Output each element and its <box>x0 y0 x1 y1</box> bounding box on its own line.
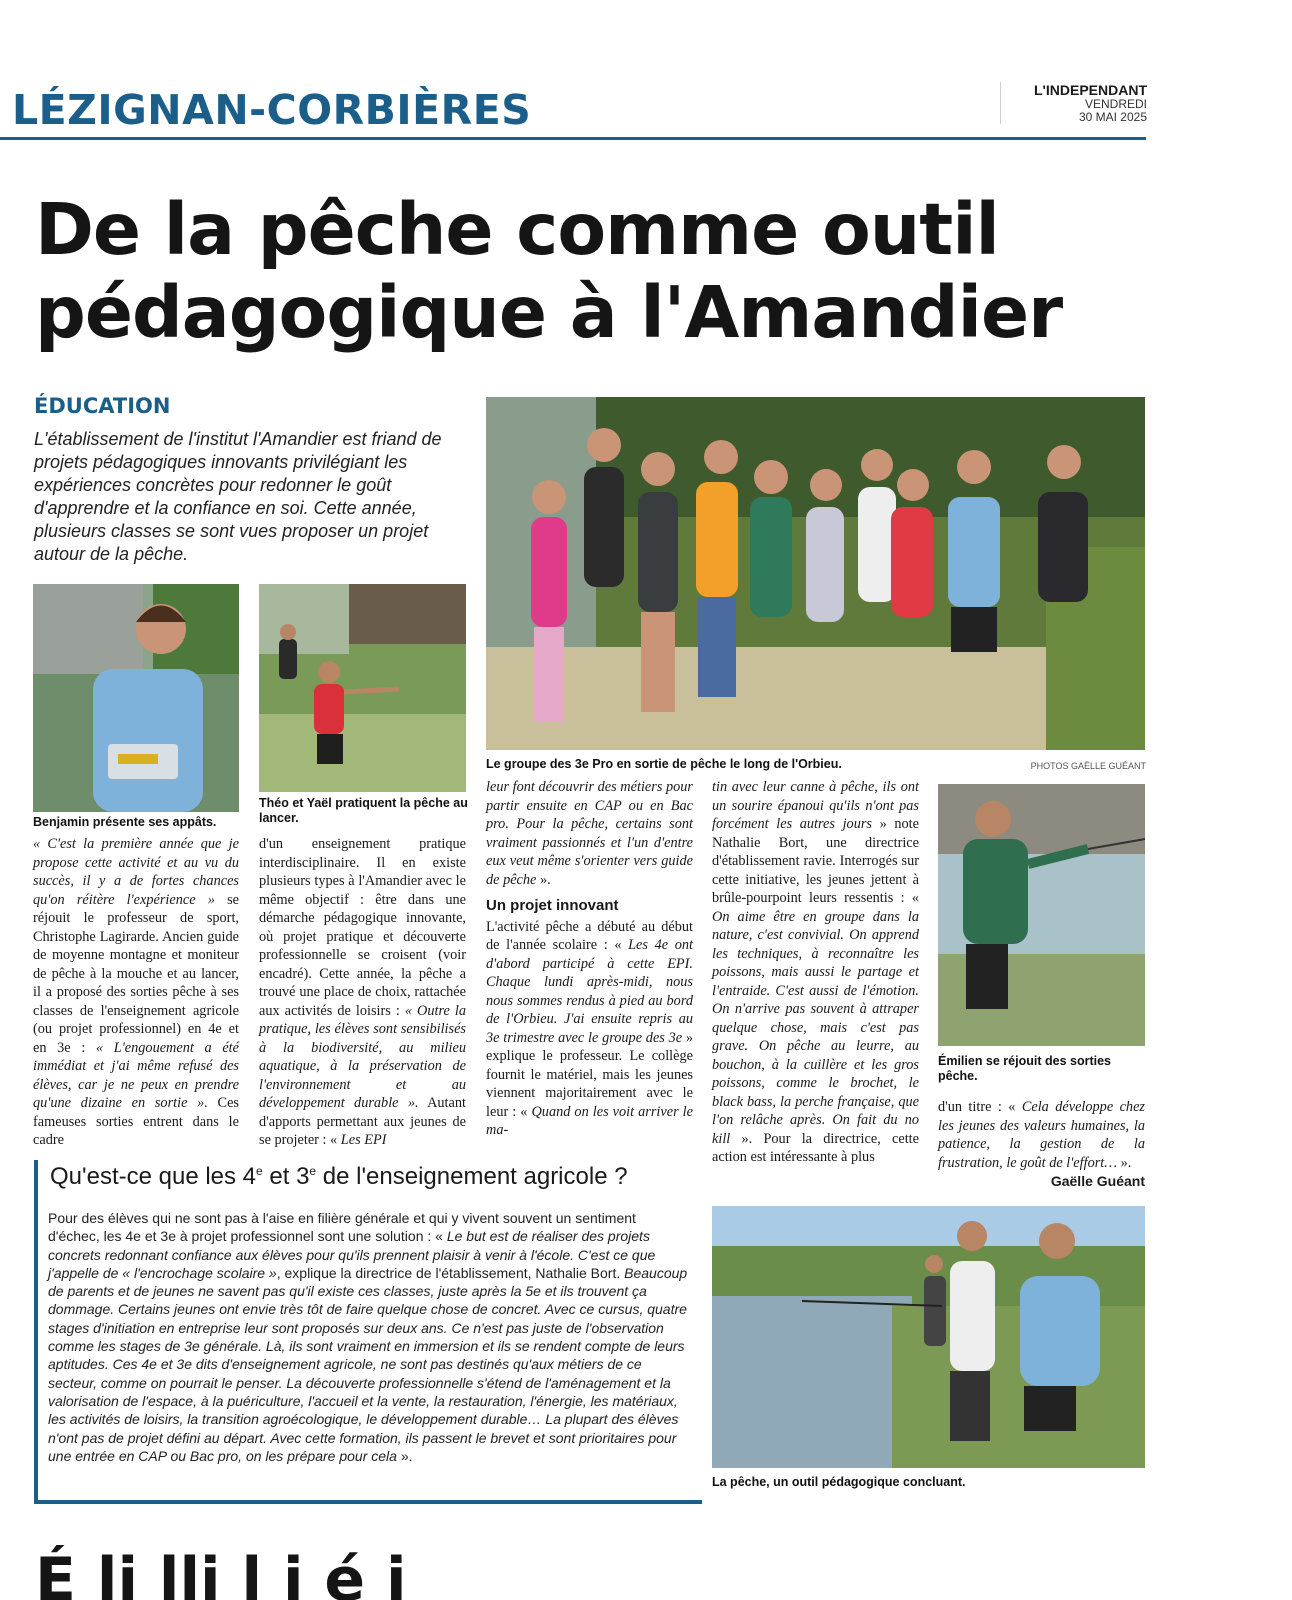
section-title: LÉZIGNAN-CORBIÈRES <box>12 86 532 134</box>
col4-text-2: ». Pour la directrice, cette action est intéressante à plus <box>712 1130 919 1165</box>
benjamin-photo-illustration <box>33 584 239 812</box>
theo-yael-caption: Théo et Yaël pratiquent la pêche au lancer. <box>259 796 468 825</box>
bottom-photo-caption: La pêche, un outil pédagogique concluant. <box>712 1475 966 1489</box>
group-photo <box>486 397 1145 750</box>
article-column-1 <box>33 835 239 1150</box>
col3-quote-2: Les 4e ont d'abord participé à cette EPI. Chaque lundi après-midi, nous nous sommes rendus à pied au bord de l'Orbieu. J'ai ensuite repris au 3e trimestre avec le groupe des 3e <box>486 937 693 1046</box>
next-article-headline: É li lli l i é i <box>35 1545 407 1600</box>
col1-quote-2: « L'engouement a été immédiat et j'ai même refusé des élèves, car je ne peux en prendre qu'une dizaine en sortie ». <box>33 1039 239 1111</box>
col3-quote-3: Quand on les voit arriver le ma- <box>486 1103 694 1138</box>
bottom-photo-illustration <box>712 1206 1145 1468</box>
col2-quote-2: Les EPI <box>340 1132 387 1148</box>
col5-quote-1: Cela développe chez les jeunes des valeurs humaines, la patience, la gestion de la frustration, le goût de l'effort… <box>938 1099 1145 1171</box>
article-column-3 <box>486 778 693 1140</box>
article-headline <box>35 188 1135 354</box>
publication-weekday: VENDREDI <box>1084 97 1147 111</box>
box-title-part-b: et 3 <box>262 1163 310 1190</box>
box-text-1: Pour des élèves qui ne sont pas à l'aise en filière générale et qui y vivent souvent un sentiment d'échec, les 4e et 3e à projet professionnel sont une solution : « <box>48 1210 636 1245</box>
box-text-2: , explique la directrice de l'établissement, Nathalie Bort. <box>276 1264 625 1281</box>
group-photo-illustration <box>486 397 1145 750</box>
col3-text-1: ». <box>536 871 551 888</box>
masthead <box>1000 82 1147 124</box>
group-photo-caption: Le groupe des 3e Pro en sortie de pêche le long de l'Orbieu. <box>486 757 842 771</box>
box-title-sup-1: e <box>256 1164 263 1178</box>
article-column-4 <box>712 778 919 1167</box>
headline-line-2: pédagogique à l'Amandier <box>35 271 1063 354</box>
article-author: Gaëlle Guéant <box>1050 1173 1145 1189</box>
emilien-caption: Émilien se réjouit des sorties pêche. <box>938 1054 1111 1083</box>
emilien-photo <box>938 784 1145 1046</box>
col3-quote-1: leur font découvrir des métiers pour partir ensuite en CAP ou en Bac pro. Pour la pêche, certains sont vraiment passionnés et l'un d'entre eux veut même s'orienter vers guide de pêche <box>486 779 693 888</box>
article-lead: L'établissement de l'institut l'Amandier est friand de projets pédagogiques innovants privilégiant les expériences concrètes pour redonner le goût d'apprendre et la confiance en soi. Cette année, plusieurs classes se sont vues proposer un projet autour de la pêche. <box>34 429 442 564</box>
col5-text-2: ». <box>1117 1154 1132 1171</box>
article-kicker: ÉDUCATION <box>34 394 171 418</box>
benjamin-caption: Benjamin présente ses appâts. <box>33 815 217 829</box>
article-column-5 <box>938 1098 1145 1191</box>
box-quote-2: Beaucoup de parents et de jeunes ne savent pas qu'il existe ces classes, juste après la 5e et ils trouvent ça dommage. Certains jeunes ont envie très tôt de faire quelque chose de concret. Avec ce cursus, quatre stages d'initiation en entreprise leur sont proposés sur deux ans. Ce n'est pas juste de l'observation comme les stages de 3e générale. Là, ils sont vraiment en immersion et ils se rendent compte de leurs aptitudes. Ces 4e et 3e dits d'enseignement agricole, ne sont pas destinés qu'aux métiers de ce secteur, comme on pourrait le penser. La découverte professionnelle s'étend de l'aménagement et la valorisation de l'espace, à la puériculture, l'accueil et la vente, la restauration, l'énergie, les matériaux, les activités de loisirs, la transition agroécologique, le développement durable… La plupart des élèves n'ont pas de projet défini au départ. Avec cette formation, ils passent le brevet et sont prioritaires pour une entrée en CAP ou Bac pro, on les prépare pour cela <box>48 1264 688 1464</box>
sidebar-box-title <box>50 1163 628 1191</box>
col3-text-3: » explique le professeur. Le collège fournit le matériel, mais les jeunes viennent majoritairement avec le leur : « <box>486 1029 693 1120</box>
theo-yael-photo <box>259 584 466 792</box>
col1-quote-1: « C'est la première année que je propose cette activité et au vu du succès, il y a de fortes chances qu'on réitère l'expérience » <box>33 836 239 908</box>
col2-text-2: Autant d'apports permettant aux jeunes de se projeter : « <box>259 1095 466 1148</box>
col3-text-2: L'activité pêche a débuté au début de l'année scolaire : « <box>486 918 693 953</box>
col5-text-1: d'un titre : « <box>938 1099 1022 1115</box>
article-column-2 <box>259 835 466 1150</box>
col2-text-1: d'un enseignement pratique interdisciplinaire. Il en existe plusieurs types à l'Amandier avec le même objectif : être dans une démarche pédagogique innovante, où projet pratique et découverte professionnelle se croisent (voir encadré). Cette année, la pêche a trouvé une place de choix, rattachée aux activités de loisirs : <box>259 836 466 1019</box>
publication-date: 30 MAI 2025 <box>1078 110 1147 124</box>
emilien-photo-illustration <box>938 784 1145 1046</box>
col4-quote-1: tin avec leur canne à pêche, ils ont un sourire épanoui qu'ils n'ont pas forcément les autres jours <box>712 779 919 832</box>
box-title-part-c: de l'enseignement agricole ? <box>316 1163 628 1190</box>
publication-name: L'INDEPENDANT <box>1034 82 1147 98</box>
bottom-photo <box>712 1206 1145 1468</box>
box-text-3: ». <box>396 1447 413 1464</box>
sidebar-box-text <box>48 1209 690 1465</box>
col4-quote-2: On aime être en groupe dans la nature, c'est convivial. On apprend les techniques, à reconnaître les poissons, mais aussi le partage et l'entraide. C'est aussi de l'émotion. On n'arrive pas souvent à attraper quelque chose, mais c'est pas grave. On pêche au leurre, au bouchon, à la cuillère et les gros poissons, comme le brochet, le black bass, la perche française, que l'on relâche après. On fait du no kill <box>712 908 919 1147</box>
box-title-sup-2: e <box>309 1164 317 1178</box>
col2-quote-1: « Outre la pratique, les élèves sont sensibilisés à la biodiversité, au milieu aquatique, à la préservation de l'environnement et au développement durable ». <box>259 1002 466 1111</box>
headline-line-1: De la pêche comme outil <box>35 188 999 271</box>
col1-text-1: se réjouit le professeur de sport, Christophe Lagirarde. Ancien guide de moyenne montagne et moniteur de pêche à la mouche et au lancer, il a proposé des sorties pêche à ses classes de l'enseignement agricole (ou projet professionnel) en 4e et en 3e : <box>33 891 239 1056</box>
header-rule <box>0 137 1146 140</box>
box-title-part-a: Qu'est-ce que les 4 <box>50 1163 257 1190</box>
theo-yael-photo-illustration <box>259 584 466 792</box>
box-quote-1: Le but est de réaliser des projets concrets redonnant confiance aux élèves pour qu'ils prennent plaisir à venir à l'école. C'est ce que j'appelle de « l'encrochage scolaire » <box>48 1228 656 1281</box>
benjamin-photo <box>33 584 239 812</box>
photo-credit: PHOTOS GAËLLE GUÉANT <box>1030 761 1146 771</box>
subhead-projet-innovant: Un projet innovant <box>486 897 619 914</box>
col4-text-1: » note Nathalie Bort, une directrice d'établissement ravie. Interrogés sur cette initiative, les jeunes jettent à brûle-pourpoint leurs ressentis : « <box>712 816 919 906</box>
col1-text-2: Ces fameuses sorties entrent dans le cadre <box>33 1095 239 1148</box>
